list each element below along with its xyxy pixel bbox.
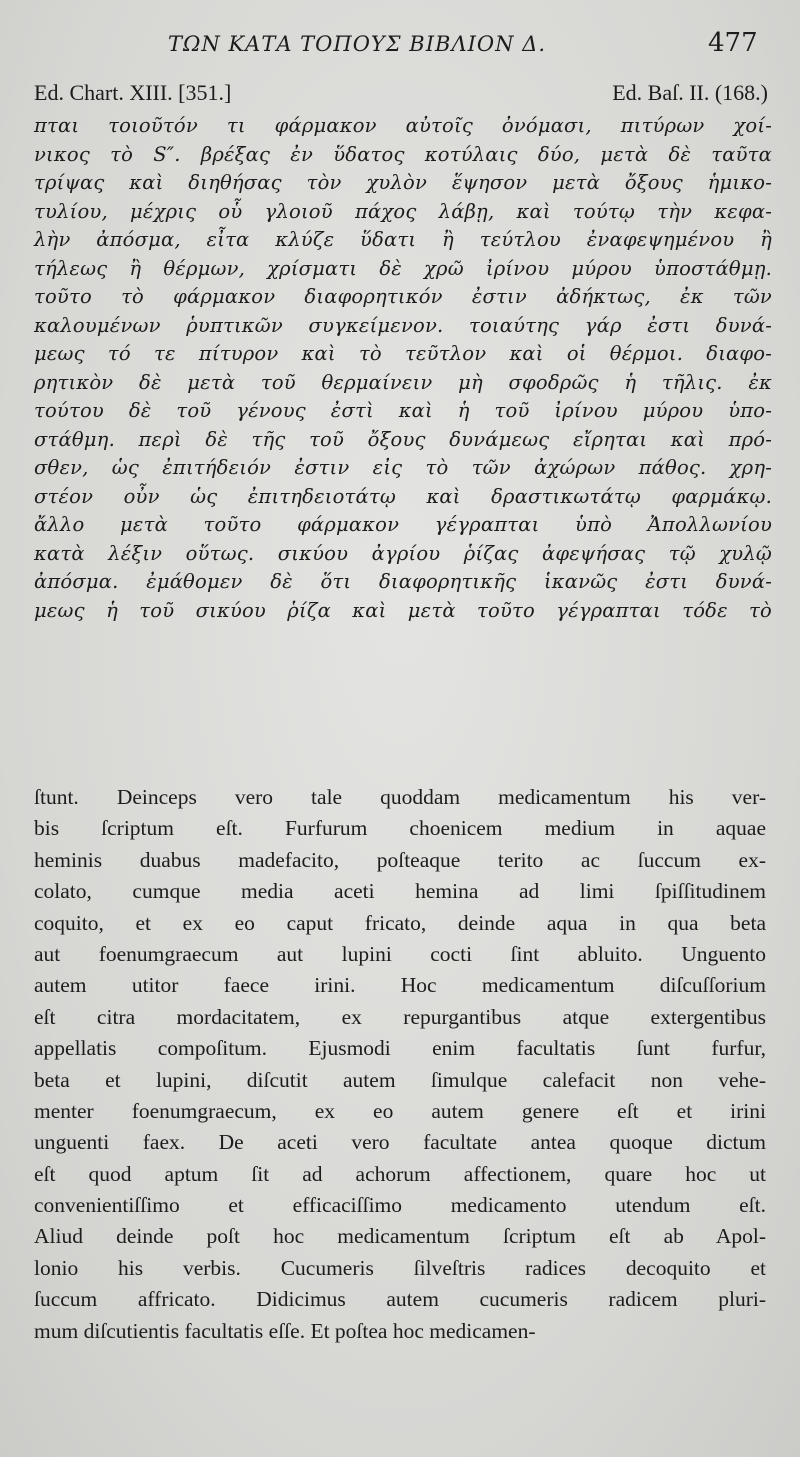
latin-line: beta et lupini, diſcutit autem ſimulque calefacit non vehe- [34,1067,766,1092]
greek-line: τήλεως ἢ θέρμων, χρίσματι δὲ χρῶ ἰρίνου μύρου ὑποστάθμῃ. [34,256,772,280]
latin-line: bis ſcriptum eſt. Furfurum choenicem medium in aquae [34,816,766,841]
latin-line: eſt quod aptum ſit ad achorum affectionem, quare hoc ut [34,1161,766,1186]
greek-line: πται τοιοῦτόν τι φάρμακον αὐτοῖς ὀνόμασι, πιτύρων χοί- [34,114,772,137]
greek-line: καλουμένων ῥυπτικῶν συγκείμενον. τοιαύτης γάρ ἐστι δυνά- [34,313,772,337]
greek-line: λὴν ἀπόσμα, εἶτα κλύζε ὕδατι ἢ τεύτλου ἐναφεψημένου ἢ [34,228,772,251]
greek-line: ἀπόσμα. ἐμάθομεν δὲ ὅτι διαφορητικῆς ἱκανῶς ἐστι δυνά- [34,570,772,593]
latin-line: lonio his verbis. Cucumeris ſilveſtris radices decoquito et [34,1255,766,1280]
greek-line: μεως τό τε πίτυρον καὶ τὸ τεῦτλον καὶ οἱ θέρμοι. διαφο- [34,342,772,365]
greek-text-block [34,112,772,625]
latin-line: Aliud deinde poſt hoc medicamentum ſcriptum eſt ab Apol- [34,1224,766,1249]
latin-line: menter foenumgraecum, ex eo autem genere eſt et irini [34,1098,766,1123]
latin-line: aut foenumgraecum aut lupini cocti ſint abluito. Unguento [34,941,766,966]
latin-line: autem utitor faece irini. Hoc medicamentum diſcuſſorium [34,973,766,998]
latin-text-block [34,782,766,1347]
latin-line: ſtunt. Deinceps vero tale quoddam medicamentum his ver- [34,785,766,809]
latin-line: unguenti faex. De aceti vero facultate antea quoque dictum [34,1130,766,1155]
latin-line: eſt citra mordacitatem, ex repurgantibus atque extergentibus [34,1004,766,1029]
running-head [0,28,800,68]
greek-line: τούτου δὲ τοῦ γένους ἐστὶ καὶ ἡ τοῦ ἰρίνου μύρου ὑπο- [34,399,772,422]
greek-line: κατὰ λέξιν οὕτως. σικύου ἀγρίου ῥίζας ἀφεψήσας τῷ χυλῷ [34,541,772,565]
greek-line: τοῦτο τὸ φάρμακον διαφορητικόν ἐστιν ἀδήκτως, ἐκ τῶν [34,285,772,308]
greek-line: σθεν, ὡς ἐπιτήδειόν ἐστιν εἰς τὸ τῶν ἀχώρων πάθος. χρη- [34,456,772,479]
greek-line: στάθμη. περὶ δὲ τῆς τοῦ ὄξους δυνάμεως εἴρηται καὶ πρό- [34,427,772,451]
greek-line: στέον οὖν ὡς ἐπιτηδειοτάτῳ καὶ δραστικωτάτῳ φαρμάκῳ. [34,484,772,508]
latin-line: coquito, et ex eo caput fricato, deinde aqua in qua beta [34,910,766,935]
latin-line: mum diſcutientis facultatis eſſe. Et poſtea hoc medicamen- [34,1318,536,1343]
greek-line: τρίψας καὶ διηθήσας τὸν χυλὸν ἕψησον μετὰ ὄξους ἡμικο- [34,171,772,194]
latin-line: colato, cumque media aceti hemina ad limi ſpiſſitudinem [34,879,766,904]
greek-line: ἄλλο μετὰ τοῦτο φάρμακον γέγραπται ὑπὸ Ἀπολλωνίου [34,513,772,536]
edition-chartier: Ed. Chart. XIII. [351.] [34,80,232,105]
page-number: 477 [708,28,758,58]
latin-line: heminis duabus madefacito, poſteaque terito ac ſuccum ex- [34,847,766,872]
edition-basel: Ed. Baſ. II. (168.) [612,80,768,105]
greek-line: ρητικὸν δὲ μετὰ τοῦ θερμαίνειν μὴ σφοδρῶς ἡ τῆλις. ἐκ [34,370,772,394]
running-title: ΤΩΝ ΚΑΤΑ ΤΟΠΟΥΣ ΒΙΒΛΙΟΝ Δ. [168,32,547,56]
edition-reference-line [34,80,768,112]
greek-line: νικος τὸ S″. βρέξας ἐν ὕδατος κοτύλαις δύο, μετὰ δὲ ταῦτα [34,142,772,166]
greek-line: τυλίου, μέχρις οὗ γλοιοῦ πάχος λάβῃ, καὶ τούτῳ τὴν κεφα- [34,199,772,223]
latin-line: ſuccum affricato. Didicimus autem cucumeris radicem pluri- [34,1287,766,1312]
greek-line: μεως ἡ τοῦ σικύου ῥίζα καὶ μετὰ τοῦτο γέγραπται τόδε τὸ [34,598,772,622]
latin-line: convenientiſſimo et efficaciſſimo medicamento utendum eſt. [34,1193,766,1218]
latin-line: appellatis compoſitum. Ejusmodi enim facultatis ſunt furfur, [34,1036,766,1061]
